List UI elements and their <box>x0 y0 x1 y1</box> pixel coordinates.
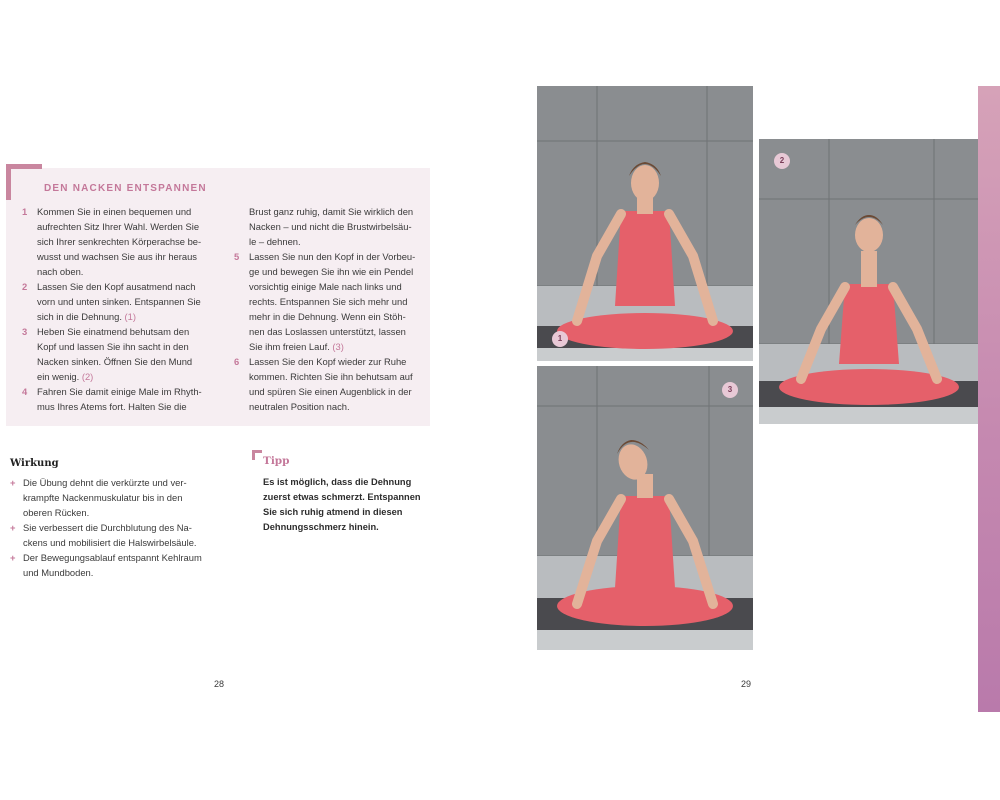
picture-reference: (3) <box>329 341 344 352</box>
instruction-line <box>22 249 207 264</box>
wirkung-line: Der Bewegungsablauf entspannt Kehlraum <box>23 552 202 563</box>
photo-head-down <box>537 86 753 361</box>
wirkung-line: und Mundboden. <box>23 567 94 578</box>
tipp-corner-accent <box>252 450 262 460</box>
instruction-text: mehr in die Dehnung. Wenn ein Stöh- <box>249 311 406 322</box>
picture-reference: (1) <box>121 311 137 322</box>
instruction-line <box>22 234 207 249</box>
wirkung-item <box>10 475 220 520</box>
instruction-line <box>234 234 419 249</box>
bullet-plus-icon: + <box>10 522 16 533</box>
step-number: 6 <box>234 356 240 367</box>
instruction-line <box>22 309 207 324</box>
photo-head-back <box>759 139 978 424</box>
instruction-text: Nacken sinken. Öffnen Sie den Mund <box>37 356 193 367</box>
instruction-line <box>22 204 207 219</box>
instruction-text: kommen. Richten Sie ihn behutsam auf <box>249 371 413 382</box>
instruction-line <box>234 339 419 354</box>
instruction-text: vorn und unten sinken. Entspannen Sie <box>37 296 201 307</box>
instruction-text: Lassen Sie den Kopf ausatmend nach <box>37 281 196 292</box>
instruction-line <box>234 354 419 369</box>
instruction-line <box>234 369 419 384</box>
instruction-line <box>234 384 419 399</box>
instruction-line <box>234 309 419 324</box>
instruction-text: wusst und wachsen Sie aus ihr heraus <box>37 251 197 262</box>
bullet-plus-icon: + <box>10 552 16 563</box>
photo-badge-1: 1 <box>552 331 568 347</box>
instruction-text: Fahren Sie damit einige Male im Rhyth- <box>37 386 202 397</box>
instruction-line <box>234 219 419 234</box>
step-number: 2 <box>22 281 28 292</box>
tipp-line: Es ist möglich, dass die Dehnung <box>263 477 412 487</box>
instruction-text: Kommen Sie in einen bequemen und <box>37 206 192 217</box>
instruction-line <box>22 369 207 384</box>
wirkung-list <box>10 475 220 580</box>
instruction-text: Heben Sie einatmend behutsam den <box>37 326 190 337</box>
wirkung-line: Sie verbessert die Durchblutung des Na- <box>23 522 192 533</box>
instruction-column-right <box>234 204 419 414</box>
instruction-line <box>22 384 207 399</box>
instruction-line <box>234 264 419 279</box>
instruction-text: Kopf und lassen Sie ihn sacht in den <box>37 341 189 352</box>
wirkung-line: ckens und mobilisiert die Halswirbelsäule. <box>23 537 197 548</box>
instruction-text: ge und bewegen Sie ihn wie ein Pendel <box>249 266 414 277</box>
instruction-line <box>22 279 207 294</box>
bullet-plus-icon: + <box>10 477 16 488</box>
wirkung-line: oberen Rücken. <box>23 507 90 518</box>
instruction-text: Lassen Sie nun den Kopf in der Vorbeu- <box>249 251 416 262</box>
instruction-line <box>234 249 419 264</box>
wirkung-line: krampfte Nackenmuskulatur bis in den <box>23 492 183 503</box>
instruction-line <box>234 324 419 339</box>
instruction-line <box>234 399 419 414</box>
tipp-line: Dehnungsschmerz hinein. <box>263 522 379 532</box>
wirkung-heading: Wirkung <box>10 458 59 469</box>
wirkung-item <box>10 550 220 580</box>
instruction-line <box>22 354 207 369</box>
page-number-left: 28 <box>214 679 225 689</box>
instruction-text: Brust ganz ruhig, damit Sie wirklich den <box>249 206 414 217</box>
instruction-text: nach oben. <box>37 266 84 277</box>
instruction-text: ein wenig. <box>37 371 80 382</box>
instruction-text: Nacken – und nicht die Brustwirbelsäu- <box>249 221 412 232</box>
instruction-text: sich Ihrer senkrechten Körperachse be- <box>37 236 202 247</box>
instruction-text: aufrechten Sitz Ihrer Wahl. Werden Sie <box>37 221 200 232</box>
instruction-line <box>22 339 207 354</box>
tipp-heading: Tipp <box>263 455 290 467</box>
picture-reference: (2) <box>79 371 94 382</box>
instruction-text: Lassen Sie den Kopf wieder zur Ruhe <box>249 356 407 367</box>
tipp-line: Sie sich ruhig atmend in diesen <box>263 507 403 517</box>
instruction-column-left <box>22 204 207 414</box>
page-number-right: 29 <box>741 679 752 689</box>
instruction-text: sich in die Dehnung. <box>37 311 122 322</box>
instruction-text: und spüren Sie einen Augenblick in der <box>249 386 412 397</box>
wirkung-item <box>10 520 220 550</box>
photo-badge-2: 2 <box>774 153 790 169</box>
instruction-text: Sie ihm freien Lauf. <box>249 341 330 352</box>
step-number: 5 <box>234 251 240 262</box>
step-number: 4 <box>22 386 28 397</box>
instruction-text: rechts. Entspannen Sie sich mehr und <box>249 296 408 307</box>
instruction-text: mus Ihres Atems fort. Halten Sie die <box>37 401 187 412</box>
step-number: 3 <box>22 326 28 337</box>
decorative-side-strip <box>978 86 1000 712</box>
step-number: 1 <box>22 206 28 217</box>
instruction-line <box>22 399 207 414</box>
instruction-line <box>22 294 207 309</box>
tipp-text <box>263 475 423 535</box>
instruction-line <box>22 219 207 234</box>
instruction-line <box>234 279 419 294</box>
photo-head-tilt <box>537 366 753 650</box>
instruction-title: DEN NACKEN ENTSPANNEN <box>44 183 207 194</box>
instruction-line <box>22 324 207 339</box>
instruction-line <box>234 204 419 219</box>
instruction-text: le – dehnen. <box>249 236 301 247</box>
wirkung-line: Die Übung dehnt die verkürzte und ver- <box>23 477 187 488</box>
instruction-box-corner-accent <box>6 164 42 200</box>
instruction-text: neutralen Position nach. <box>249 401 350 412</box>
instruction-line <box>22 264 207 279</box>
instruction-text: nen das Loslassen unterstützt, lassen <box>249 326 406 337</box>
instruction-line <box>234 294 419 309</box>
instruction-text: vorsichtig einige Male nach links und <box>249 281 402 292</box>
photo-badge-3: 3 <box>722 382 738 398</box>
tipp-line: zuerst etwas schmerzt. Entspannen <box>263 492 421 502</box>
